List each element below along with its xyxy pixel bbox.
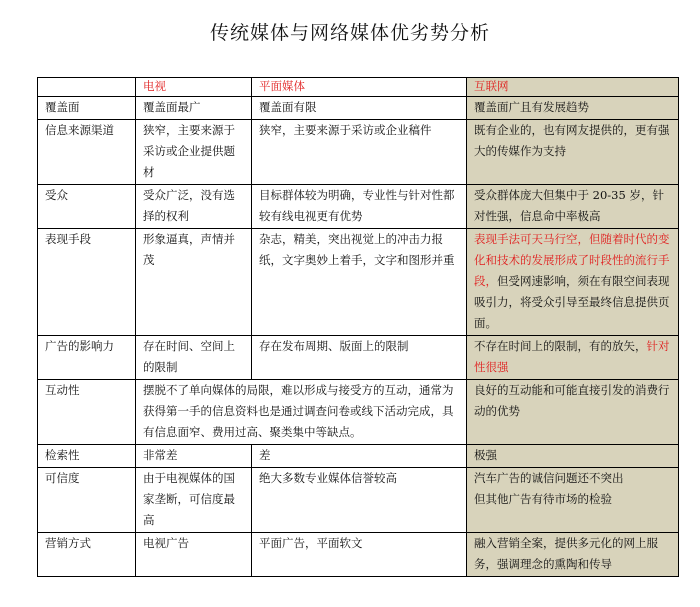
highlighted-text: 针对性很强 — [474, 339, 670, 374]
cell-text: 不存在时间上的限制，有的放矢， — [474, 339, 647, 353]
cell-web — [467, 229, 679, 336]
table-row — [38, 97, 679, 120]
header-cell-print: 平面媒体 — [252, 78, 467, 97]
cell-web: 融入营销全案，提供多元化的网上服务，强调理念的熏陶和传导 — [467, 533, 679, 577]
row-label: 信息来源渠道 — [38, 120, 136, 185]
header-cell-empty — [38, 78, 136, 97]
header-cell-tv: 电视 — [136, 78, 252, 97]
table-row — [38, 120, 679, 185]
table-row — [38, 380, 679, 445]
row-label: 表现手段 — [38, 229, 136, 336]
table-row — [38, 468, 679, 533]
table-header-row — [38, 78, 679, 97]
cell-print: 绝大多数专业媒体信誉较高 — [252, 468, 467, 533]
cell-tv: 覆盖面最广 — [136, 97, 252, 120]
row-label: 受众 — [38, 185, 136, 229]
table-row — [38, 533, 679, 577]
cell-tv: 由于电视媒体的国家垄断，可信度最高 — [136, 468, 252, 533]
table-row — [38, 185, 679, 229]
row-label: 覆盖面 — [38, 97, 136, 120]
cell-tv: 狭窄，主要来源于采访或企业提供题材 — [136, 120, 252, 185]
comparison-table — [37, 77, 679, 577]
page-title: 传统媒体与网络媒体优劣势分析 — [209, 22, 490, 44]
cell-print: 平面广告，平面软文 — [252, 533, 467, 577]
row-label: 可信度 — [38, 468, 136, 533]
cell-web: 受众群体庞大但集中于 20-35 岁，针对性强，信息命中率极高 — [467, 185, 679, 229]
cell-web — [467, 468, 679, 533]
cell-web: 覆盖面广且有发展趋势 — [467, 97, 679, 120]
table-row — [38, 229, 679, 336]
table-row — [38, 336, 679, 380]
cell-tv: 非常差 — [136, 445, 252, 468]
cell-web: 既有企业的，也有网友提供的，更有强大的传媒作为支持 — [467, 120, 679, 185]
cell-print: 存在发布周期、版面上的限制 — [252, 336, 467, 380]
cell-web — [467, 336, 679, 380]
cell-line: 汽车广告的诚信问题还不突出 — [474, 471, 624, 485]
table-row — [38, 445, 679, 468]
cell-line: 但其他广告有待市场的检验 — [474, 492, 612, 506]
row-label: 检索性 — [38, 445, 136, 468]
cell-tv: 电视广告 — [136, 533, 252, 577]
cell-tv: 存在时间、空间上的限制 — [136, 336, 252, 380]
cell-web: 极强 — [467, 445, 679, 468]
row-label: 广告的影响力 — [38, 336, 136, 380]
cell-text: 但受网速影响，须在有限空间表现吸引力，将受众引导至最终信息提供页面。 — [474, 274, 670, 330]
cell-tv: 受众广泛，没有选择的权利 — [136, 185, 252, 229]
cell-print: 狭窄，主要来源于采访或企业稿件 — [252, 120, 467, 185]
cell-web: 良好的互动能和可能直接引发的消费行动的优势 — [467, 380, 679, 445]
cell-print: 目标群体较为明确，专业性与针对性都较有线电视更有优势 — [252, 185, 467, 229]
highlighted-text: 表现手法可天马行空，但随着时代的变化和技术的发展形成了时段性的流行手段， — [474, 232, 670, 288]
cell-traditional-merged: 摆脱不了单向媒体的局限，难以形成与接受方的互动，通常为获得第一手的信息资料也是通过调查问卷或线下活动完成，具有信息面窄、费用过高、聚类集中等缺点。 — [136, 380, 467, 445]
cell-print: 杂志，精美，突出视觉上的冲击力报纸，文字奥妙上着手，文字和图形并重 — [252, 229, 467, 336]
cell-tv: 形象逼真，声情并茂 — [136, 229, 252, 336]
header-cell-web: 互联网 — [467, 78, 679, 97]
row-label: 营销方式 — [38, 533, 136, 577]
row-label: 互动性 — [38, 380, 136, 445]
cell-print: 覆盖面有限 — [252, 97, 467, 120]
cell-print: 差 — [252, 445, 467, 468]
